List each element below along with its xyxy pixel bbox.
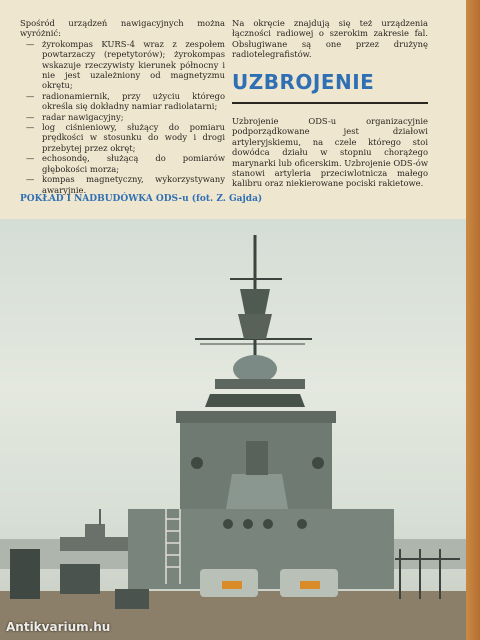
deck-equipment bbox=[115, 589, 149, 609]
deck-equipment bbox=[60, 564, 100, 594]
radar-platform bbox=[215, 379, 305, 389]
porthole bbox=[263, 519, 273, 529]
list-item: — radar nawigacyjny; bbox=[20, 112, 225, 122]
mast-platform bbox=[238, 314, 272, 339]
bridge-roof bbox=[176, 411, 336, 423]
page-edge bbox=[466, 0, 480, 640]
photo-caption: POKŁAD I NADBUDÓWKA ODS-u (fot. Z. Gajda) bbox=[20, 194, 263, 204]
ship-illustration bbox=[0, 219, 466, 640]
list-item: — log ciśnieniowy, służący do pomiaru prędkości w stosunku do wody i drogi przebytej przez okręt; bbox=[20, 122, 225, 153]
navigation-devices-list bbox=[20, 39, 225, 195]
heading-rule bbox=[232, 102, 428, 104]
porthole bbox=[312, 457, 324, 469]
porthole bbox=[223, 519, 233, 529]
navigation-devices-column bbox=[20, 18, 225, 195]
list-item: — radionamiernik, przy użyciu którego określa się dokładny namiar radiolatarni; bbox=[20, 91, 225, 112]
section-heading: UZBROJENIE bbox=[232, 70, 375, 94]
distant-ship bbox=[60, 537, 130, 551]
gun-mount bbox=[246, 441, 268, 475]
armament-section bbox=[232, 116, 428, 191]
distant-ship-bridge bbox=[85, 524, 105, 538]
intro-text: Spośród urządzeń nawigacyjnych można wyróżnić: bbox=[20, 18, 225, 39]
armament-text: Uzbrojenie ODS-u organizacyjnie podporządkowane jest działowi artyleryjskiemu, na czele którego stoi dowódca działu w stopniu chorążego marynarki lub oficerskim. Uzbrojenie ODS-ów stanowi artyleria przeciwlotnicza małego kalibru oraz niekierowane pociski rakietowe. bbox=[232, 116, 428, 189]
watermark: Antikvarium.hu bbox=[6, 620, 111, 634]
deck-house bbox=[128, 509, 394, 589]
porthole bbox=[243, 519, 253, 529]
list-item: — kompas magnetyczny, wykorzystywany awaryjnie. bbox=[20, 174, 225, 195]
ship-photo bbox=[0, 219, 466, 640]
canister-label bbox=[300, 581, 320, 589]
gun-turret bbox=[226, 474, 288, 509]
radio-text: Na okręcie znajdują się też urządzenia łączności radiowej o szerokim zakresie fal. Obsługiwane są one przez drużynę radiotelegrafistów. bbox=[232, 18, 428, 60]
radar-dome bbox=[233, 355, 277, 383]
canister-label bbox=[222, 581, 242, 589]
upper-railing bbox=[205, 394, 305, 407]
porthole bbox=[191, 457, 203, 469]
list-item: — żyrokompas KURS-4 wraz z zespołem powtarzaczy (repetytorów); żyrokompas wskazuje rzeczywisty kierunek północny i nie jest uzależniony od magnetyzmu okrętu; bbox=[20, 39, 225, 91]
porthole bbox=[297, 519, 307, 529]
deck-equipment bbox=[10, 549, 40, 599]
list-item: — echosondę, służącą do pomiarów głębokości morza; bbox=[20, 153, 225, 174]
radio-paragraph bbox=[232, 18, 428, 62]
